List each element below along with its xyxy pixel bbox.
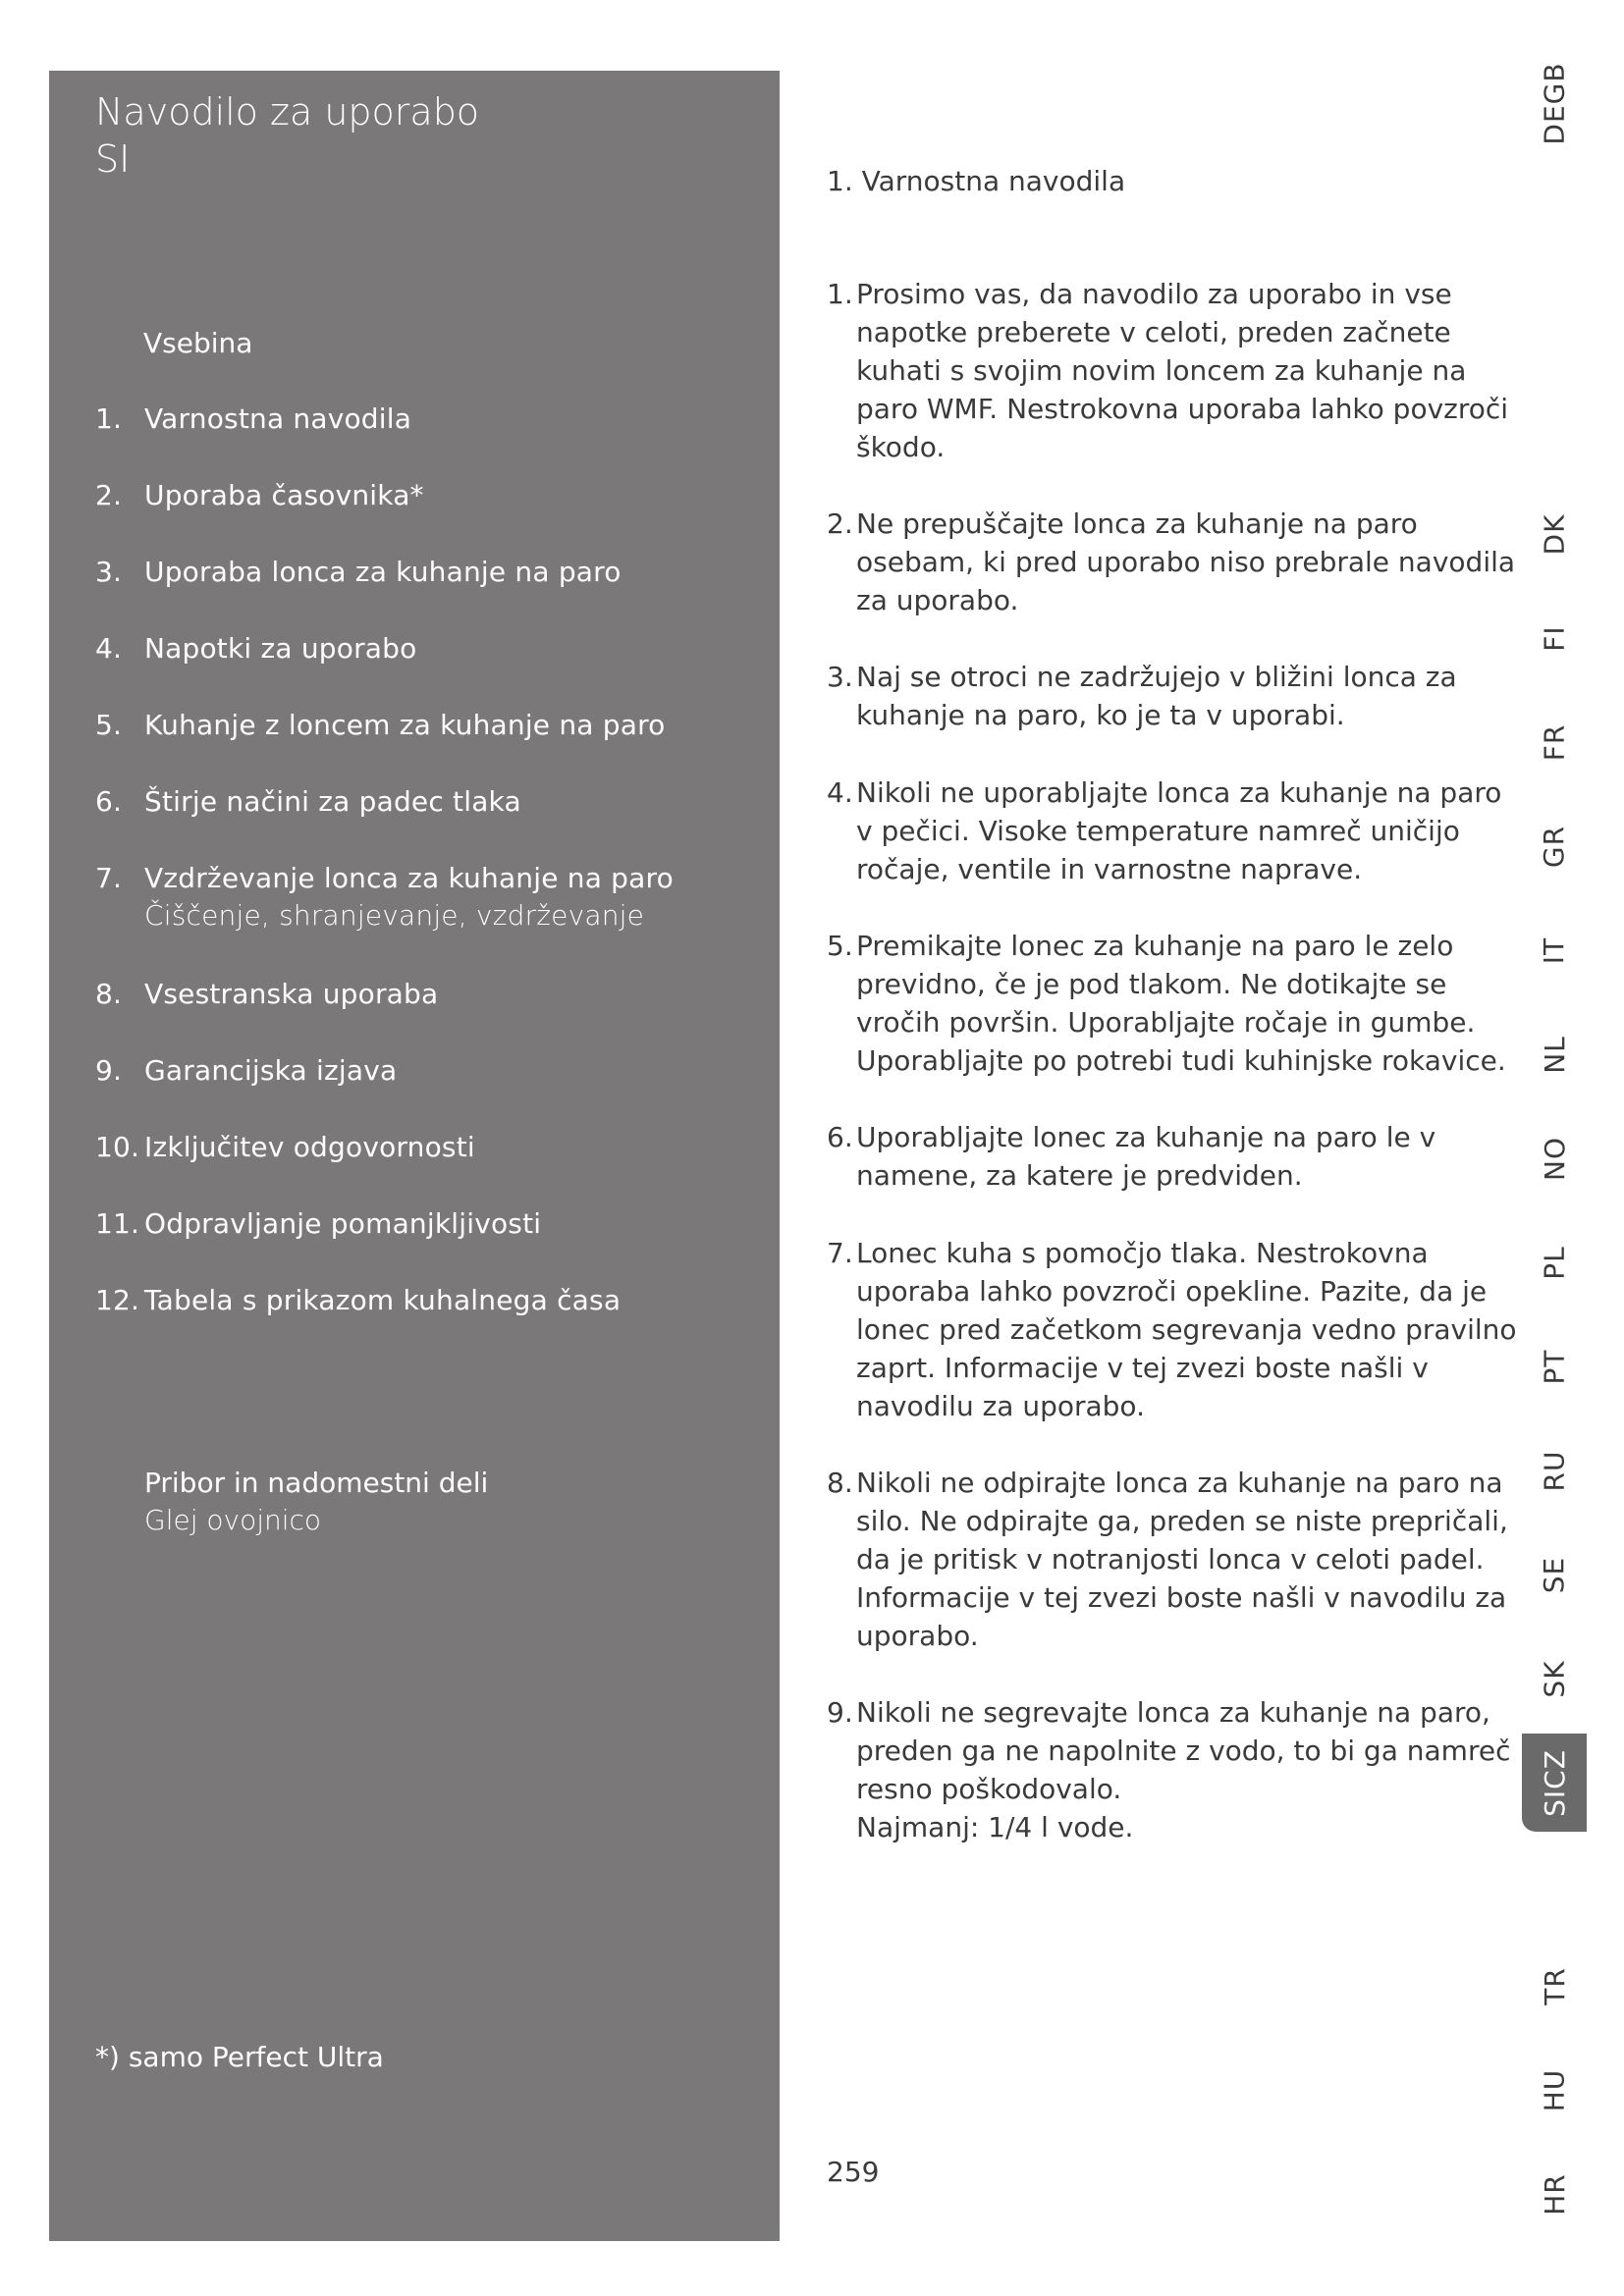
instruction-line: silo. Ne odpirajte ga, preden se niste prepričali, [856,1505,1508,1537]
instruction-line: lonec pred začetkom segrevanja vedno pravilno [856,1313,1517,1346]
instruction-line: Naj se otroci ne zadržujejo v bližini lonca za [856,661,1457,693]
footnote: *) samo Perfect Ultra [95,2041,384,2073]
language-tab-label: HU [1538,2068,1571,2111]
toc-item-number: 5. [95,709,123,741]
instruction-text [856,927,1506,1080]
toc-item-number: 4. [95,632,123,665]
instruction-line: Ne prepuščajte lonca za kuhanje na paro [856,507,1418,540]
toc-item-number: 9. [95,1054,123,1087]
instruction-line: navodilu za uporabo. [856,1390,1145,1422]
instruction-line: Premikajte lonec za kuhanje na paro le zelo [856,930,1454,962]
language-tab-degb[interactable] [1520,54,1589,152]
instruction-line: Uporabljajte po potrebi tudi kuhinjske rokavice. [856,1044,1506,1077]
toc-item-number: 3. [95,556,123,588]
instruction-text [856,505,1516,619]
toc-item-number: 7. [95,862,123,894]
instruction-text [856,275,1509,466]
toc-item-number: 8. [95,978,123,1010]
toc-item-label: Izključitev odgovornosti [144,1131,475,1163]
language-tab-it[interactable] [1520,901,1589,999]
instruction-number: 2. [827,507,853,540]
toc-item-number: 6. [95,785,123,818]
toc-item-label: Uporaba lonca za kuhanje na paro [144,556,622,588]
instruction-line: Nikoli ne segrevajte lonca za kuhanje na paro, [856,1696,1490,1729]
toc-item-label: Uporaba časovnika* [144,479,424,511]
page-number: 259 [827,2156,880,2188]
instruction-line: paro WMF. Nestrokovna uporaba lahko povzroči [856,393,1509,425]
toc-item-label: Tabela s prikazom kuhalnega časa [144,1284,622,1316]
toc-item-label: Vsestranska uporaba [144,978,439,1010]
instruction-line: Nikoli ne uporabljajte lonca za kuhanje na paro [856,776,1502,809]
language-tab-hu[interactable] [1520,2041,1589,2139]
instruction-line: napotke preberete v celoti, preden začnete [856,316,1451,348]
instruction-line: ročaje, ventile in varnostne naprave. [856,853,1363,885]
instruction-line: Nikoli ne odpirajte lonca za kuhanje na paro na [856,1467,1503,1499]
language-tab-sk[interactable] [1520,1629,1589,1728]
instruction-number: 3. [827,661,853,693]
language-tab-label: RU [1538,1450,1571,1491]
instruction-line: namene, za katere je predviden. [856,1159,1303,1192]
instruction-line: zaprt. Informacije v tej zvezi boste našli v [856,1352,1429,1384]
language-tab-pt[interactable] [1520,1317,1589,1415]
language-tab-label: DEGB [1538,61,1571,145]
toc-item-number: 12. [95,1284,140,1316]
instruction-line: Lonec kuha s pomočjo tlaka. Nestrokovna [856,1237,1429,1269]
toc-item-number: 2. [95,479,123,511]
toc-item-label: Štirje načini za padec tlaka [144,785,521,818]
toc-item-number: 1. [95,402,123,435]
document-title [95,88,479,183]
toc-item-label: Varnostna navodila [144,402,412,435]
accessories-note: Glej ovojnico [144,1504,322,1536]
language-tab-label: SICZ [1538,1748,1571,1817]
toc-item-subtitle: Čiščenje, shranjevanje, vzdrževanje [144,899,645,932]
language-tab-label: HR [1538,2172,1571,2216]
instruction-line: uporabo. [856,1620,979,1652]
accessories-block [144,1465,488,1539]
language-tab-bar [1520,0,1589,2296]
instruction-line: osebam, ki pred uporabo niso prebrale navodila [856,546,1516,578]
language-tab-label: DK [1538,513,1571,555]
toc-item-number: 11. [95,1207,140,1240]
language-tab-label: IT [1538,936,1571,964]
language-tab-sicz[interactable] [1522,1734,1587,1832]
toc-item-label: Napotki za uporabo [144,632,417,665]
instruction-text [856,658,1457,734]
language-tab-nl[interactable] [1520,1005,1589,1103]
toc-heading: Vsebina [143,327,253,359]
language-tab-label: NL [1538,1035,1571,1074]
language-tab-label: FR [1538,723,1571,761]
instruction-number: 4. [827,776,853,809]
language-tab-no[interactable] [1520,1109,1589,1207]
toc-item-number: 10. [95,1131,140,1163]
instruction-line: Uporabljajte lonec za kuhanje na paro le v [856,1121,1436,1153]
language-tab-label: GR [1538,825,1571,868]
instruction-line: kuhati s svojim novim loncem za kuhanje na [856,354,1467,387]
instruction-text [856,1693,1511,1846]
instruction-text [856,1118,1445,1195]
language-tab-tr[interactable] [1520,1937,1589,2035]
instruction-number: 9. [827,1696,853,1729]
instruction-number: 7. [827,1237,853,1269]
instruction-line: Prosimo vas, da navodilo za uporabo in vse [856,278,1452,310]
language-tab-pl[interactable] [1520,1213,1589,1311]
language-code: SI [95,137,131,181]
instruction-line: resno poškodovalo. [856,1773,1122,1805]
instruction-line: kuhanje na paro, ko je ta v uporabi. [856,699,1345,731]
instruction-text [856,774,1502,888]
instruction-line: preden ga ne napolnite z vodo, to bi ga namreč [856,1735,1511,1767]
language-tab-label: PT [1538,1349,1571,1384]
language-tab-label: PL [1538,1245,1571,1280]
instruction-line: Najmanj: 1/4 l vode. [856,1811,1134,1843]
instruction-number: 6. [827,1121,853,1153]
instruction-line: previdno, če je pod tlakom. Ne dotikajte se [856,968,1447,1000]
instruction-number: 8. [827,1467,853,1499]
language-tab-label: SE [1538,1556,1571,1593]
instruction-number: 1. [827,278,853,310]
title-line: Navodilo za uporabo [95,90,480,133]
language-tab-fi[interactable] [1520,589,1589,687]
instruction-line: škodo. [856,431,946,463]
instruction-text [856,1234,1517,1425]
language-tab-label: SK [1538,1659,1571,1698]
instruction-line: v pečici. Visoke temperature namreč uničijo [856,815,1460,847]
language-tab-label: NO [1538,1136,1571,1181]
toc-item-label: Garancijska izjava [144,1054,398,1087]
instruction-line: Informacije v tej zvezi boste našli v navodilu za [856,1581,1507,1614]
language-tab-gr[interactable] [1520,797,1589,895]
instruction-number: 5. [827,930,853,962]
instruction-line: za uporabo. [856,584,1019,616]
instruction-line: da je pritisk v notranjosti lonca v celoti padel. [856,1543,1485,1575]
language-tab-dk[interactable] [1520,485,1589,583]
language-tab-hr[interactable] [1520,2145,1589,2243]
instruction-line: vročih površin. Uporabljajte ročaje in gumbe. [856,1006,1476,1039]
language-tab-label: TR [1538,1966,1571,2005]
instruction-text [856,1464,1508,1655]
toc-item-label: Kuhanje z loncem za kuhanje na paro [144,709,666,741]
language-tab-se[interactable] [1520,1525,1589,1624]
section-title: 1. Varnostna navodila [827,165,1126,197]
language-tab-ru[interactable] [1520,1421,1589,1520]
instruction-line: uporaba lahko povzroči opekline. Pazite, da je [856,1275,1488,1308]
toc-item-label: Vzdrževanje lonca za kuhanje na paro [144,862,674,894]
toc-item-label: Odpravljanje pomanjkljivosti [144,1207,542,1240]
accessories-title: Pribor in nadomestni deli [144,1467,489,1499]
language-tab-label: FI [1538,624,1571,652]
language-tab-fr[interactable] [1520,693,1589,791]
